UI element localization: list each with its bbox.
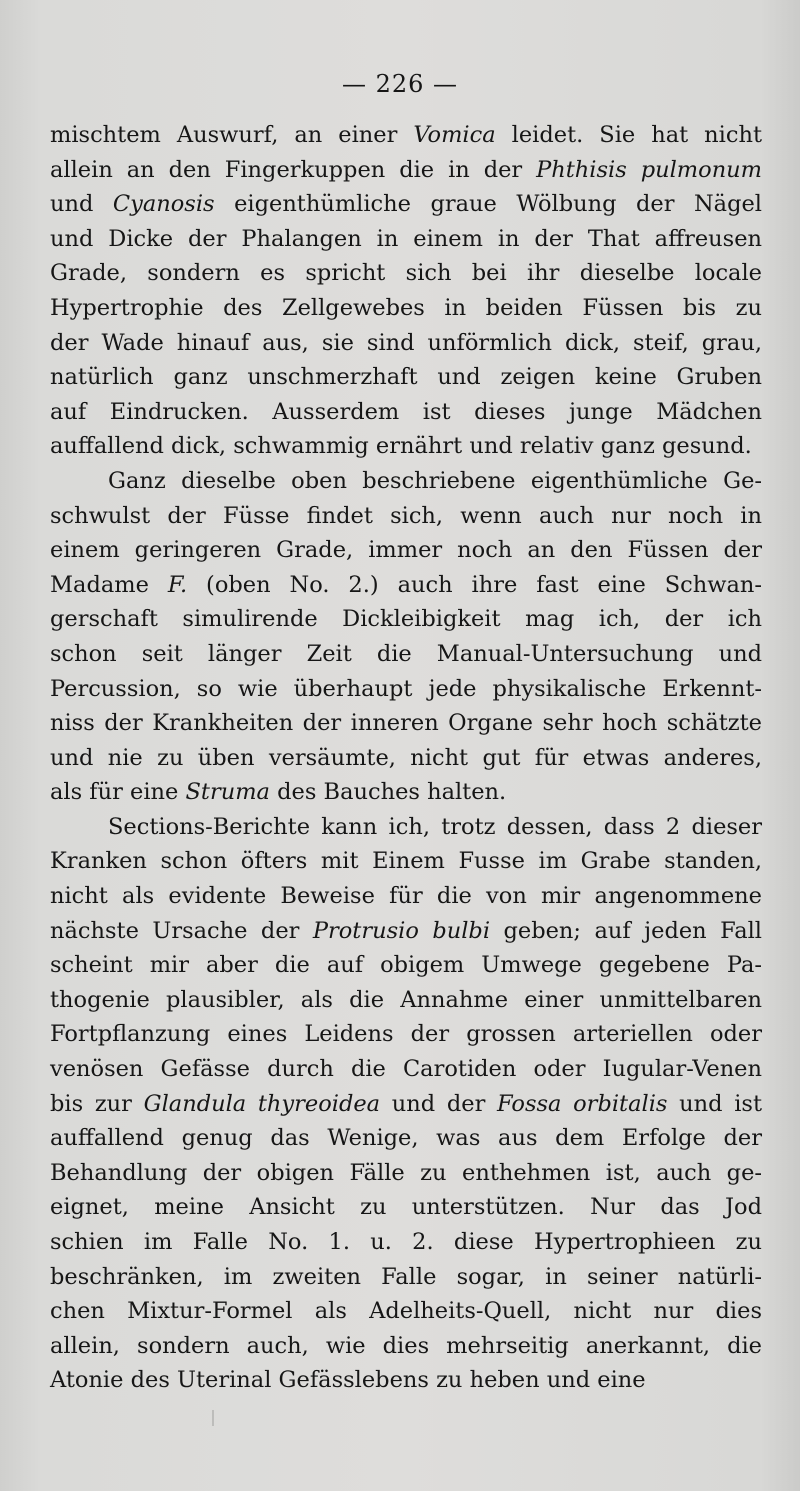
italic-term: F. (167, 571, 188, 598)
text-line (50, 1121, 762, 1156)
text-run: auffallend dick, schwammig ernährt und relativ ganz gesund. (50, 433, 752, 460)
paragraph (50, 810, 762, 1398)
text-line (50, 1017, 762, 1052)
text-run: als für eine (50, 779, 186, 806)
text-line (50, 1363, 762, 1398)
text-line (50, 568, 762, 603)
italic-term: Fossa orbitalis (497, 1090, 668, 1117)
text-run: (oben No. 2.) auch ihre fast eine Schwan- (187, 571, 762, 598)
text-line (50, 464, 762, 499)
text-run: allein, sondern auch, wie dies mehrseitig anerkannt, die (50, 1332, 762, 1359)
text-line (50, 775, 762, 810)
text-line (50, 1190, 762, 1225)
text-run: und der (380, 1090, 498, 1117)
text-run: auffallend genug das Wenige, was aus dem Erfolge der (50, 1125, 762, 1152)
text-line (50, 637, 762, 672)
text-run: Sections-Berichte kann ich, trotz dessen, dass 2 dieser (108, 813, 762, 840)
text-line (50, 360, 762, 395)
text-run: mischtem Auswurf, an einer (50, 122, 414, 148)
text-run: venösen Gefässe durch die Carotiden oder Iugular-Venen (50, 1056, 762, 1083)
text-run: scheint mir aber die auf obigem Umwege gegebene Pa- (50, 952, 762, 979)
text-run: und nie zu üben versäumte, nicht gut für etwas anderes, (50, 744, 762, 771)
italic-term: Protrusio bulbi (312, 917, 491, 944)
text-line (50, 1225, 762, 1260)
text-run: Fortpflanzung eines Leidens der grossen arteriellen oder (50, 1021, 762, 1048)
text-line (50, 914, 762, 949)
text-line (50, 1052, 762, 1087)
text-run: allein an den Fingerkuppen die in der (50, 156, 537, 183)
text-line (50, 326, 762, 361)
text-run: des Bauches halten. (269, 779, 507, 806)
text-line (50, 844, 762, 879)
text-run: beschränken, im zweiten Falle sogar, in seiner natürli- (50, 1263, 762, 1290)
text-run: schon seit länger Zeit die Manual-Untersuchung und (50, 640, 762, 667)
text-line (50, 1294, 762, 1329)
text-line (50, 948, 762, 983)
margin-mark (212, 1410, 214, 1426)
page-number: — 226 — (341, 70, 459, 98)
paragraph (50, 118, 762, 464)
text-line (50, 672, 762, 707)
italic-term: Glandula thyreoidea (143, 1090, 381, 1117)
text-line (50, 810, 762, 845)
text-run: und Dicke der Phalangen in einem in der That affreusen (50, 225, 762, 252)
text-run: und (50, 191, 113, 218)
text-line (50, 602, 762, 637)
text-run: der Wade hinauf aus, sie sind unförmlich dick, steif, grau, (50, 329, 762, 356)
text-run: Atonie des Uterinal Gefässlebens zu heben und eine (50, 1367, 646, 1394)
text-line (50, 395, 762, 430)
text-run: auf Eindrucken. Ausserdem ist dieses junge Mädchen (50, 398, 762, 425)
italic-term: Phthisis pulmonum (536, 156, 763, 183)
text-run: schwulst der Füsse findet sich, wenn auch nur noch in (50, 502, 762, 529)
text-run: und ist (667, 1090, 762, 1117)
text-line (50, 533, 762, 568)
text-line (50, 1156, 762, 1191)
text-run: Grade, sondern es spricht sich bei ihr dieselbe locale (50, 260, 762, 287)
text-run: Kranken schon öfters mit Einem Fusse im Grabe standen, (50, 848, 762, 875)
text-run: gerschaft simulirende Dickleibigkeit mag ich, der ich (50, 606, 762, 633)
text-run: Ganz dieselbe oben beschriebene eigenthümliche Ge- (108, 467, 762, 494)
text-run: thogenie plausibler, als die Annahme einer unmittelbaren (50, 986, 762, 1013)
text-line (50, 706, 762, 741)
italic-term: Vomica (413, 122, 496, 148)
text-run: leidet. Sie hat nicht (495, 122, 762, 148)
text-line (50, 879, 762, 914)
text-line (50, 429, 762, 464)
text-run: einem geringeren Grade, immer noch an den Füssen der (50, 537, 762, 564)
text-run: nicht als evidente Beweise für die von mir angenommene (50, 883, 762, 910)
text-run: Percussion, so wie überhaupt jede physikalische Erkennt- (50, 675, 762, 702)
text-run: eigenthümliche graue Wölbung der Nägel (214, 191, 763, 218)
text-run: natürlich ganz unschmerzhaft und zeigen keine Gruben (50, 364, 762, 391)
text-line (50, 1329, 762, 1364)
text-run: Behandlung der obigen Fälle zu enthehmen ist, auch ge- (50, 1159, 762, 1186)
text-run: Madame (50, 571, 168, 598)
text-run: eignet, meine Ansicht zu unterstützen. Nur das Jod (50, 1194, 762, 1221)
text-line (50, 222, 762, 257)
text-line (50, 741, 762, 776)
text-line (50, 256, 762, 291)
text-run: chen Mixtur-Formel als Adelheits-Quell, nicht nur dies (50, 1298, 762, 1325)
text-line (50, 118, 762, 153)
text-line (50, 1087, 762, 1122)
text-run: geben; auf jeden Fall (490, 917, 763, 944)
text-line (50, 983, 762, 1018)
text-line (50, 291, 762, 326)
text-run: schien im Falle No. 1. u. 2. diese Hypertrophieen zu (50, 1229, 762, 1255)
page-body (50, 118, 762, 1398)
text-line (50, 153, 762, 188)
text-run: Hypertrophie des Zellgewebes in beiden Füssen bis zu (50, 294, 762, 321)
text-line (50, 499, 762, 534)
text-run: nächste Ursache der (50, 917, 313, 944)
text-run: niss der Krankheiten der inneren Organe sehr hoch schätzte (50, 710, 762, 737)
italic-term: Cyanosis (112, 191, 215, 218)
text-line (50, 1260, 762, 1295)
paragraph (50, 464, 762, 810)
text-run: bis zur (50, 1090, 144, 1117)
italic-term: Struma (185, 779, 270, 806)
text-line (50, 187, 762, 222)
